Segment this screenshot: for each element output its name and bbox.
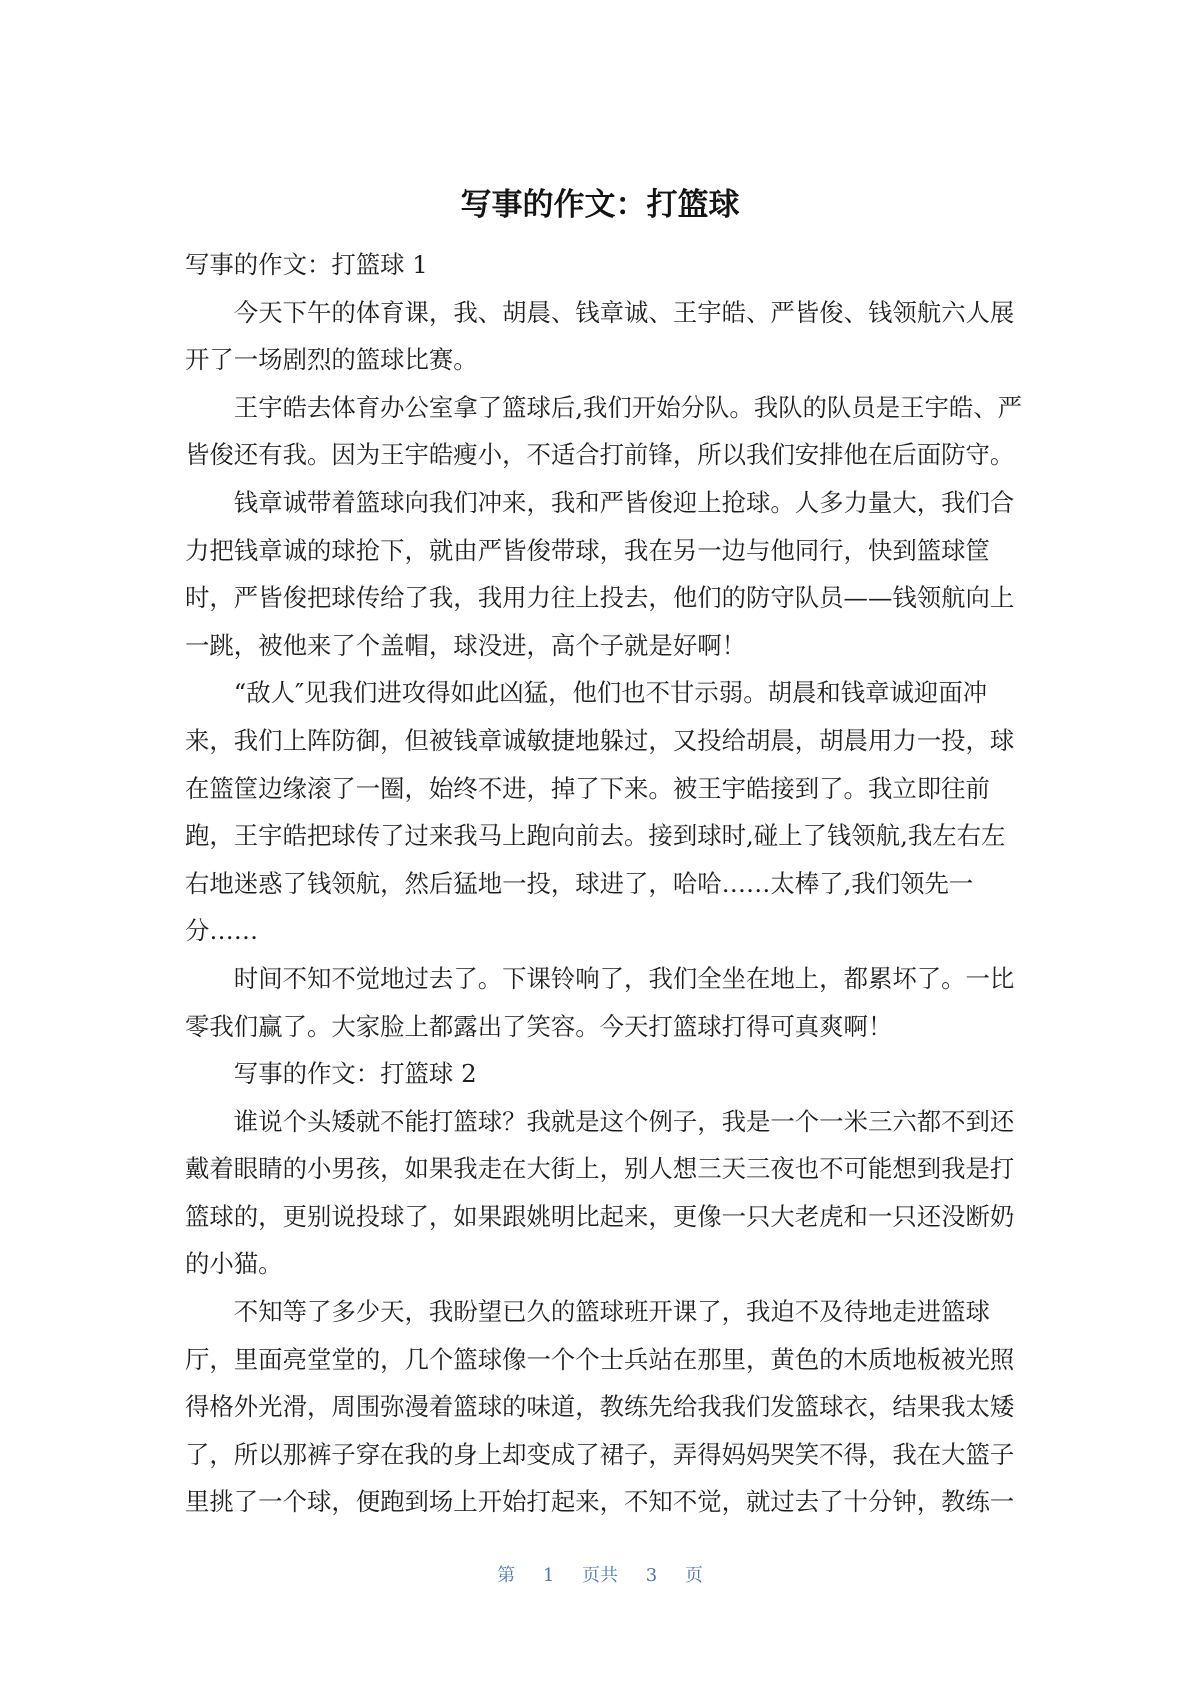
text-line: 右地迷惑了钱领航，然后猛地一投，球进了，哈哈……太棒了,我们领先一 — [185, 868, 974, 898]
text-line: 一跳，被他来了个盖帽，球没进，高个子就是好啊！ — [185, 630, 746, 660]
text-line: 零我们赢了。大家脸上都露出了笑容。今天打篮球打得可真爽啊！ — [185, 1011, 893, 1041]
document-title: 写事的作文：打篮球 — [460, 187, 740, 223]
text-line: 谁说个头矮就不能打篮球？我就是这个例子，我是一个一米三六都不到还 — [233, 1106, 1015, 1136]
paragraph — [185, 384, 1035, 479]
paragraph — [185, 1288, 1035, 1526]
section-heading-text: 写事的作文：打篮球 2 — [233, 1059, 477, 1089]
text-line: 钱章诚带着篮球向我们冲来，我和严皆俊迎上抢球。人多力量大，我们合 — [233, 487, 1015, 517]
text-line: 不知等了多少天，我盼望已久的篮球班开课了，我迫不及待地走进篮球 — [233, 1297, 990, 1327]
paragraph — [185, 289, 1035, 384]
text-line: 分…… — [185, 916, 259, 946]
text-line: 来，我们上阵防御，但被钱章诚敏捷地躲过，又投给胡晨，胡晨用力一投，球 — [185, 725, 1015, 755]
text-line: 时间不知不觉地过去了。下课铃响了，我们全坐在地上，都累坏了。一比 — [233, 963, 1015, 993]
text-line: 跑，王宇皓把球传了过来我马上跑向前去。接到球时,碰上了钱领航,我左右左 — [185, 821, 1006, 851]
text-line: 今天下午的体育课，我、胡晨、钱章诚、王宇皓、严皆俊、钱领航六人展 — [233, 297, 1015, 327]
text-line: 里挑了一个球，便跑到场上开始打起来，不知不觉，就过去了十分钟，教练一 — [185, 1487, 1015, 1517]
section-heading-text: 写事的作文：打篮球 1 — [185, 250, 428, 279]
paragraph — [185, 1098, 1035, 1288]
section-heading — [185, 241, 1035, 289]
text-line: 皆俊还有我。因为王宇皓瘦小，不适合打前锋，所以我们安排他在后面防守。 — [185, 440, 1015, 470]
text-line: 了，所以那裤子穿在我的身上却变成了裙子，弄得妈妈哭笑不得，我在大篮子 — [185, 1439, 1015, 1469]
text-line: 的小猫。 — [185, 1249, 283, 1279]
text-line: 力把钱章诚的球抢下，就由严皆俊带球，我在另一边与他同行，快到篮球筐 — [185, 535, 990, 565]
text-line: 时，严皆俊把球传给了我，我用力往上投去，他们的防守队员——钱领航向上 — [185, 583, 1015, 613]
text-line: 开了一场剧烈的篮球比赛。 — [185, 345, 478, 375]
text-line: 篮球的，更别说投球了，如果跟姚明比起来，更像一只大老虎和一只还没断奶 — [185, 1201, 1015, 1231]
page-footer-indicator: 第 1 页共 3 页 — [497, 1565, 703, 1586]
text-line: 戴着眼睛的小男孩，如果我走在大街上，别人想三天三夜也不可能想到我是打 — [185, 1154, 1015, 1184]
document-body — [185, 241, 1035, 1526]
section-heading — [185, 1050, 1035, 1098]
text-line: 得格外光滑，周围弥漫着篮球的味道，教练先给我我们发篮球衣，结果我太矮 — [185, 1392, 1015, 1422]
text-line: 厅，里面亮堂堂的，几个篮球像一个个士兵站在那里，黄色的木质地板被光照 — [185, 1344, 1015, 1374]
text-line: “敌人″见我们进攻得如此凶猛，他们也不甘示弱。胡晨和钱章诚迎面冲 — [233, 678, 988, 708]
paragraph — [185, 669, 1035, 955]
paragraph — [185, 479, 1035, 669]
paragraph — [185, 955, 1035, 1050]
text-line: 王宇皓去体育办公室拿了篮球后,我们开始分队。我队的队员是王宇皓、严 — [233, 392, 1023, 422]
text-line: 在篮筐边缘滚了一圈，始终不进，掉了下来。被王宇皓接到了。我立即往前 — [185, 773, 990, 803]
